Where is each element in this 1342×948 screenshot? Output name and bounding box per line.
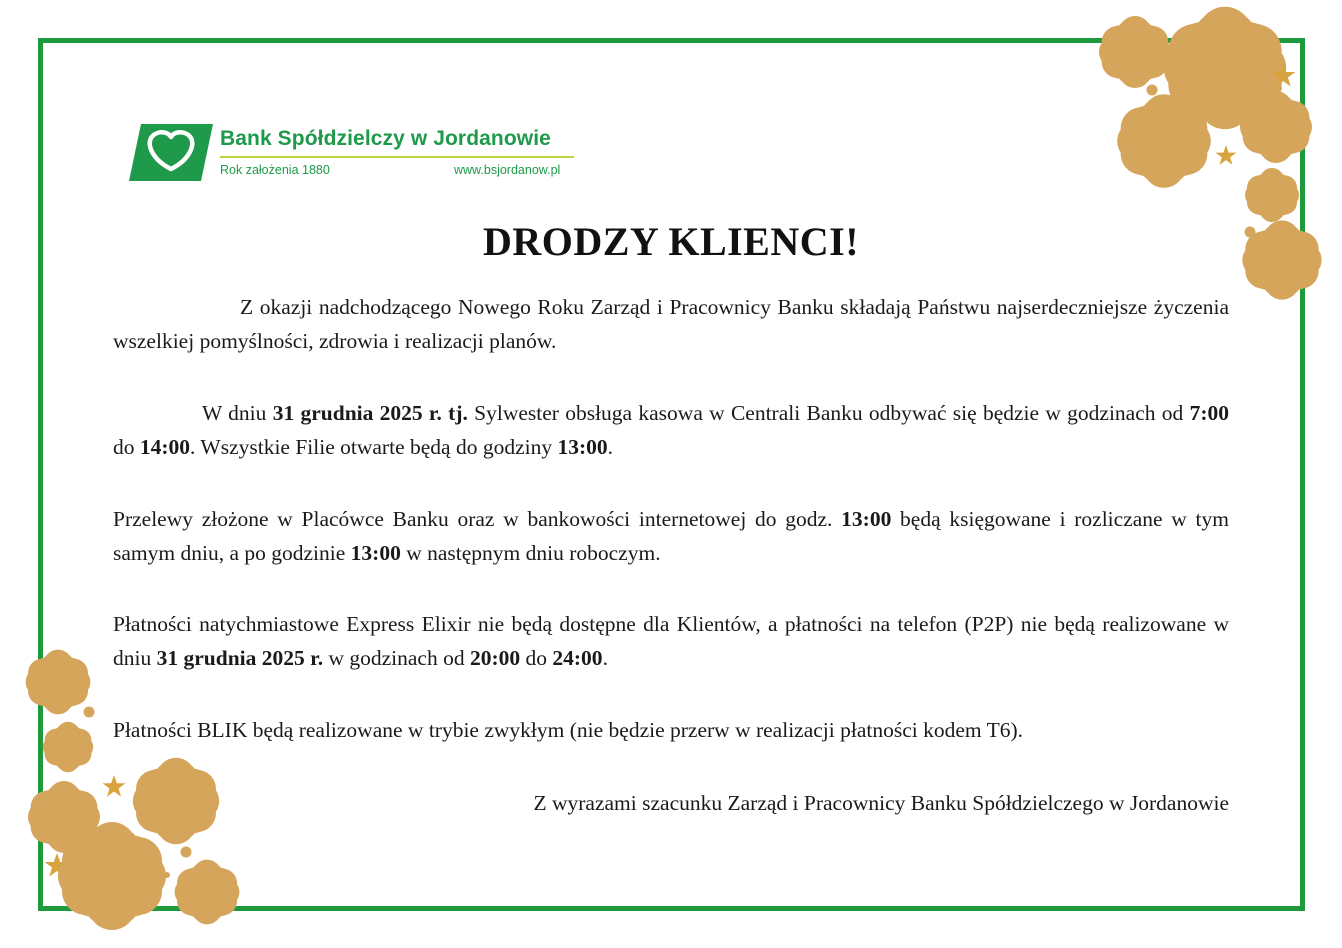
signature: Z wyrazami szacunku Zarząd i Pracownicy Banku Spółdzielczego w Jordanowie: [533, 791, 1229, 815]
instant-payments-paragraph: Płatności natychmiastowe Express Elixir nie będą dostępne dla Klientów, a płatności na telefon (P2P) nie będą realizowane w dniu 31 grudnia 2025 r. w godzinach od 20:00 do 24:00.: [113, 612, 1229, 670]
logo-divider: [220, 156, 574, 158]
greeting-paragraph: Z okazji nadchodzącego Nowego Roku Zarząd i Pracownicy Banku składają Państwu najserdeczniejsze życzenia wszelkiej pomyślności, zdrowia i realizacji planów.: [113, 295, 1229, 353]
founded-year: Rok założenia 1880: [220, 163, 330, 177]
bank-website-link[interactable]: www.bsjordanow.pl: [454, 163, 561, 177]
transfers-paragraph: Przelewy złożone w Placówce Banku oraz w bankowości internetowej do godz. 13:00 będą księgowane i rozliczane w tym samym dniu, a po godzinie 13:00 w następnym dniu roboczym.: [113, 507, 1229, 565]
bank-logo-icon: [129, 124, 213, 181]
page-title: DRODZY KLIENCI!: [482, 219, 860, 264]
bank-logo: [129, 124, 579, 182]
cash-hours-paragraph: W dniu 31 grudnia 2025 r. tj. Sylwester obsługa kasowa w Centrali Banku odbywać się będzie w godzinach od 7:00 do 14:00. Wszystkie Filie otwarte będą do godziny 13:00.: [113, 401, 1229, 459]
bank-name: Bank Spółdzielczy w Jordanowie: [220, 127, 551, 150]
blik-paragraph: Płatności BLIK będą realizowane w trybie zwykłym (nie będzie przerw w realizacji płatności kodem T6).: [113, 718, 1024, 742]
